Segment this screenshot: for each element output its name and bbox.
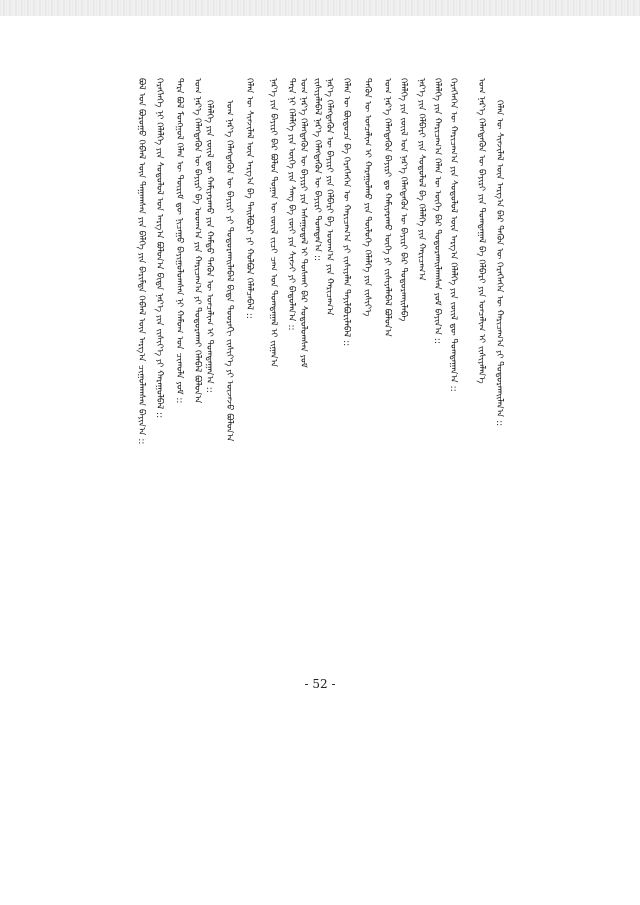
text-line: ᠬᠡᠯᠡᠨ ᠦ ᠰᠢᠨᠵᠢᠯᠡᠯ ᠦᠨ ᠠᠷᠭ᠎ᠠ ᠪᠠᠷ ᠲᠡᠭᠦᠨ ᠦ ᠬᠡᠷᠡᠭᠯᠡᠭᠡᠨ ᠦ ᠬᠠᠷᠢᠴᠠᠭ᠎ᠠ ᠶᠢ ᠲᠣᠳᠣᠷᠬᠠᠢᠯᠠᠨ᠎ᠠ ::	[494, 100, 504, 427]
text-line: ᠵᠢᠱᠢᠶᠡᠯᠡᠪᠡᠯ ᠨᠡᠷ᠎ᠡ ᠬᠡᠯᠡᠭᠳᠡᠬᠦᠨ ᠦ ᠪᠠᠶᠢᠷᠢ ᠲᠣᠭᠲᠠᠨ᠎ᠠ ::	[312, 78, 322, 262]
text-line: ᠪᠣᠯ ᠤᠨ ᠪᠣᠷᠤᠭᠤ ᠬᠡᠪᠯᠡᠯ ᠦᠨ ᠳᠠᠭᠠᠭᠰᠠᠨ ᠶᠢᠨ ᠪᠡᠯᠭᠡ ᠶᠢᠨ ᠪᠠᠷᠢᠮᠲᠠ ᠬᠡᠪᠯᠡᠯ ᠦᠨ ᠠᠷᠭ᠎ᠠ ᠴᠢᠭᠤᠯᠠᠭᠰᠠᠨ ᠪᠠᠶᠢᠨ᠎ᠠ ::	[136, 78, 146, 445]
text-line: ᠬᠡᠷᠡᠭᠯᠡᠭᠡᠨ ᠦ ᠬᠠᠷᠢᠴᠠᠭ᠎ᠠ ᠶᠢᠨ ᠰᠤᠳᠤᠯᠤᠯ ᠦᠨ ᠠᠷᠭ᠎ᠠ ᠬᠡᠯᠡᠯᠭᠡ ᠶᠢᠨ ᠵᠦᠢᠯ ᠳᠦ ᠲᠣᠭᠲᠠᠭᠠᠨ᠎ᠠ ::	[448, 78, 458, 392]
text-line: ᠤᠭ ᠨᠡᠷ᠎ᠡ ᠬᠡᠯᠡᠭᠳᠡᠬᠦᠨ ᠦ ᠪᠠᠶᠢᠷᠢ ᠶᠢᠨ ᠠᠰᠠᠭᠤᠳᠠᠯ ᠢ ᠲᠤᠰᠬᠠᠢ ᠪᠡᠷ ᠰᠤᠳᠤᠯᠤᠭᠰᠠᠨ ᠶᠤᠮ	[298, 78, 308, 368]
text-line: ᠲᠡᠷᠡ ᠨᠢ ᠬᠡᠯᠡᠯᠭᠡ ᠶᠢᠨ ᠦᠭᠡ ᠶᠢᠨ ᠰᠠᠩ ᠪᠠ ᠵᠦᠢ ᠶᠢᠨ ᠰᠢᠨᠵᠢ ᠶᠢ ᠪᠠᠳᠤᠯᠠᠨ᠎ᠠ ::	[286, 78, 296, 331]
text-line: ᠬᠡᠯᠡᠨ ᠦ ᠰᠢᠨᠵᠢᠯᠡᠯ ᠦᠨ ᠠᠷᠭ᠎ᠠ ᠪᠠ ᠲᠠᠢᠯᠪᠤᠷᠢ ᠶᠢ ᠬᠣᠯᠪᠣᠨ ᠬᠡᠯᠡᠯᠴᠡᠪᠡᠯ ::	[244, 78, 254, 319]
text-line: ᠤᠭ ᠨᠡᠷ᠎ᠡ ᠬᠡᠯᠡᠭᠳᠡᠬᠦᠨ ᠦ ᠪᠠᠶᠢᠷᠢ ᠪᠠ ᠤᠳᠬ᠎ᠠ ᠶᠢᠨ ᠬᠠᠷᠢᠴᠠᠭ᠎ᠠ ᠶᠢ ᠲᠣᠳᠣᠷᠠᠬᠠᠢ ᠬᠡᠯᠡᠪᠡᠯ ᠪᠣᠯᠤᠨ᠎ᠠ	[192, 78, 202, 404]
text-line: ᠤᠭ ᠨᠡᠷ᠎ᠡ ᠬᠡᠯᠡᠭᠳᠡᠬᠦᠨ ᠦ ᠪᠠᠶᠢᠷᠢ ᠶᠢᠨ ᠲᠣᠭᠲᠠᠭᠠᠯ ᠪᠠ ᠬᠡᠯᠪᠡᠷᠢ ᠶᠢᠨ ᠣᠨᠴᠠᠯᠢᠭ ᠢ ᠵᠢᠱᠢᠶᠡᠯᠡᠨ᠎ᠡ	[476, 78, 486, 384]
text-line: ᠨᠡᠷ᠎ᠡ ᠬᠡᠯᠡᠭᠳᠡᠬᠦᠨ ᠦ ᠪᠠᠶᠢᠷᠢ ᠶᠢᠨ ᠬᠡᠯᠪᠡᠷᠢ ᠪᠠ ᠤᠳᠬ᠎ᠠ ᠶᠢᠨ ᠬᠠᠷᠢᠴᠠᠭ᠎ᠠ	[324, 78, 334, 316]
text-line: ᠬᠡᠯᠡᠯᠭᠡ ᠶᠢᠨ ᠬᠠᠷᠢᠴᠠᠭ᠎ᠠ ᠬᠡᠯᠡᠨ ᠦ ᠦᠭᠡ ᠪᠠᠷ ᠲᠣᠳᠣᠷᠬᠠᠢᠯᠠᠭᠰᠠᠨ ᠶᠤᠮ ᠪᠠᠶᠢᠨ᠎ᠠ ::	[432, 78, 442, 345]
text-line: ᠬᠡᠯᠡᠯᠭᠡ ᠶᠢᠨ ᠵᠦᠢᠯ ᠳᠦ ᠬᠠᠮᠢᠶᠠᠷᠠᠬᠤ ᠶᠢᠨ ᠬᠠᠮᠲᠤ ᠲᠡᠭᠦᠨ ᠦ ᠣᠨᠴᠠᠯᠢᠭ ᠢ ᠲᠣᠭᠲᠠᠭᠠᠨ᠎ᠠ ::	[204, 100, 214, 393]
page-number: - 52 -	[304, 677, 336, 691]
mongolian-text-block	[136, 78, 504, 618]
text-line: ᠤᠭ ᠨᠡᠷ᠎ᠡ ᠬᠡᠯᠡᠭᠳᠡᠬᠦᠨ ᠦ ᠪᠠᠶᠢᠷᠢ ᠶᠢ ᠲᠣᠳᠣᠷᠬᠠᠢᠯᠠᠪᠠᠯ ᠪᠢᠳᠡ ᠳᠣᠣᠷᠠᠬᠢ ᠵᠢᠱᠢᠶ᠎ᠡ ᠶᠢ ᠦᠵᠡᠵᠦ ᠪᠣᠯᠤᠨ᠎ᠠ	[224, 100, 234, 442]
scan-header-strip	[0, 0, 640, 16]
text-line: ᠨᠡᠷ᠎ᠡ ᠶᠢᠨ ᠬᠡᠯᠪᠡᠷᠢ ᠶᠢᠨ ᠰᠤᠳᠤᠯᠤᠯ ᠪᠠ ᠬᠡᠯᠡᠯᠭᠡ ᠶᠢᠨ ᠬᠠᠷᠢᠴᠠᠭ᠎ᠠ	[416, 78, 426, 281]
text-line: ᠬᠡᠯᠡᠨ ᠦ ᠪᠦᠲᠦᠴᠡ ᠪᠠ ᠬᠡᠷᠡᠭᠯᠡᠭᠡᠨ ᠦ ᠬᠠᠷᠢᠴᠠᠭ᠎ᠠ ᠶᠢ ᠵᠢᠱᠢᠶᠡᠯᠡᠨ ᠲᠠᠶᠢᠯᠪᠤᠷᠢᠯᠠᠪᠠᠯ ::	[341, 78, 351, 347]
text-line: ᠤᠭ ᠨᠡᠷ᠎ᠡ ᠬᠡᠯᠡᠭᠳᠡᠬᠦᠨ ᠪᠠᠶᠢᠷᠢ ᠳᠤ ᠬᠠᠮᠢᠶᠠᠷᠠᠬᠤ ᠦᠭᠡ ᠶᠢ ᠵᠢᠱᠢᠶᠡᠯᠡᠪᠡᠯ ᠪᠣᠯᠤᠨ᠎ᠠ	[382, 78, 392, 337]
text-line: ᠲᠡᠭᠦᠨ ᠦ ᠣᠨᠴᠠᠯᠢᠭ ᠢ ᠬᠠᠷᠠᠭᠤᠯᠬᠤ ᠶᠢᠨ ᠲᠥᠯᠥᠭᠡ ᠬᠡᠯᠡᠯᠭᠡ ᠶᠢᠨ ᠵᠢᠱᠢᠶ᠎ᠡ	[362, 78, 372, 317]
text-line: ᠨᠡᠷ᠎ᠡ ᠶᠢᠨ ᠪᠠᠶᠢᠷᠢ ᠪᠠᠷ ᠪᠣᠯᠤᠨ ᠲᠣᠭᠠᠨ ᠦ ᠵᠦᠢᠯ ᠵᠢᠴᠢ ᠴᠠᠭ ᠤᠨ ᠲᠣᠭᠲᠠᠭᠠᠯ ᠢ ᠵᠢᠭᠠᠨ᠎ᠠ	[268, 78, 278, 368]
text-line: ᠲᠡᠷᠡ ᠪᠣᠯ ᠮᠣᠩᠭᠣᠯ ᠬᠡᠯᠡᠨ ᠦ ᠳᠦᠷᠢᠮ ᠳᠦ ᠨᠢᠴᠠᠭᠤ ᠪᠠᠶᠢᠭᠤᠯᠤᠭᠰᠠᠨ ᠨᠢ ᠬᠠᠮᠤᠭ ᠤᠨ ᠴᠢᠬᠤᠯᠠ ᠶᠤᠮ ::	[174, 78, 184, 404]
text-line: ᠬᠡᠯᠡᠯᠭᠡ ᠶᠢᠨ ᠵᠦᠢᠯ ᠤᠨ ᠨᠡᠷ᠎ᠡ ᠬᠡᠯᠡᠭᠳᠡᠬᠦᠨ ᠦ ᠪᠠᠶᠢᠷᠢ ᠪᠠᠷ ᠲᠣᠳᠣᠷᠬᠠᠢᠯᠠᠪᠠ	[398, 78, 408, 322]
text-line: ᠬᠡᠷᠡᠭᠯᠡᠭᠡ ᠨᠢ ᠬᠡᠯᠡᠯᠭᠡ ᠶᠢᠨ ᠰᠤᠳᠤᠯᠤᠯ ᠤᠨ ᠠᠷᠭ᠎ᠠ ᠪᠣᠯᠤᠨ᠎ᠠ ᠪᠢᠳᠡ ᠨᠡᠷ᠎ᠡ ᠶᠢᠨ ᠵᠢᠱᠢᠶ᠎ᠡ ᠶᠢ ᠬᠠᠷᠠᠭᠤᠯᠪᠠᠯ ::	[154, 78, 164, 419]
